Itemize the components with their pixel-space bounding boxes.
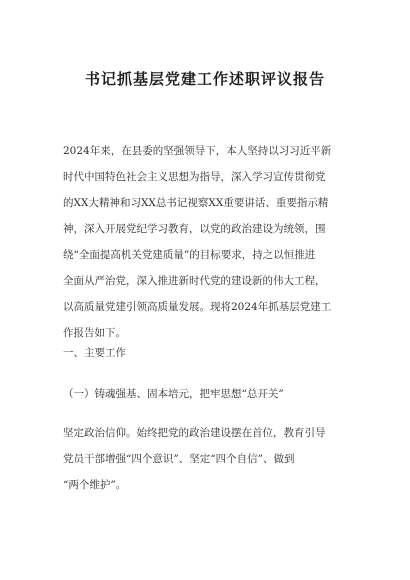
intro-line: 作报告如下。 bbox=[63, 327, 126, 339]
intro-line: 神，深入开展党纪学习教育，以党的政治建设为统领，围 bbox=[63, 223, 326, 235]
intro-line: 时代中国特色社会主义思想为指导，深入学习宣传贯彻党 bbox=[63, 171, 326, 183]
intro-line: 以高质量党建引领高质量发展。现将2024年抓基层党建工 bbox=[63, 301, 332, 313]
intro-line: 全面从严治党，深入推进新时代党的建设新的伟大工程， bbox=[63, 275, 326, 287]
intro-paragraph bbox=[63, 138, 349, 346]
intro-line: 的XX大精神和习XX总书记视察XX重要讲话、重要指示精 bbox=[63, 197, 329, 209]
body-line: 坚定政治信仰。始终把党的政治建设摆在首位，教育引导 bbox=[63, 427, 326, 439]
body-line: “两个维护”。 bbox=[63, 479, 127, 491]
intro-line: 绕“全面提高机关党建质量”的目标要求，持之以恒推进 bbox=[63, 249, 316, 261]
subsection-heading: （一）铸魂强基、固本培元，把牢思想“总开关” bbox=[63, 388, 284, 400]
document-title: 书记抓基层党建工作述职评议报告 bbox=[84, 70, 325, 88]
section-heading: 一、主要工作 bbox=[63, 347, 126, 359]
intro-line: 2024年来，在县委的坚强领导下，本人坚持以习习近平新 bbox=[63, 145, 332, 157]
body-line: 党员干部增强“四个意识”、坚定“四个自信”、做到 bbox=[63, 453, 295, 465]
body-paragraph bbox=[63, 420, 349, 498]
